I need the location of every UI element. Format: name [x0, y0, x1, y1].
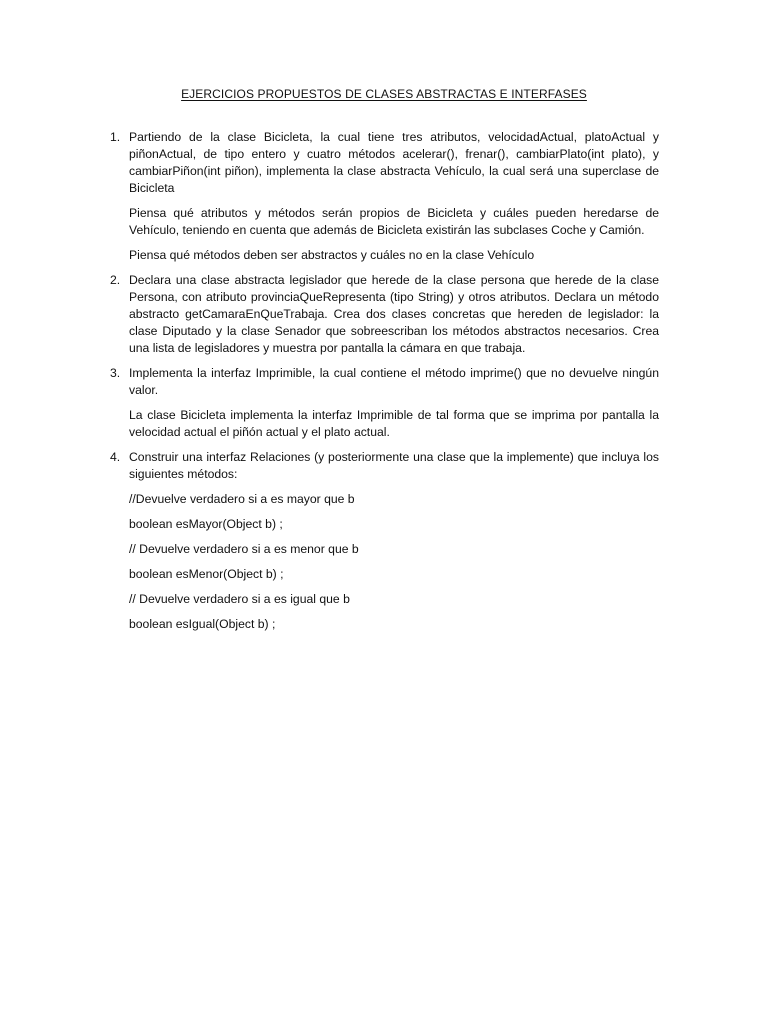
- exercise-paragraph: Construir una interfaz Relaciones (y posteriormente una clase que la implemente) que incluya los siguientes métodos:: [129, 450, 659, 481]
- code-method-line: boolean esIgual(Object b) ;: [129, 617, 276, 631]
- exercise-paragraph: Piensa qué atributos y métodos serán propios de Bicicleta y cuáles pueden heredarse de Vehículo, teniendo en cuenta que además de Bicicleta existirán las subclases Coche y Camión.: [129, 206, 659, 237]
- exercise-paragraph: Declara una clase abstracta legislador que herede de la clase persona que herede de la clase Persona, con atributo provinciaQueRepresenta (tipo String) y otros atributos. Declara un método abstracto getCamaraEnQueTrabaja. Crea dos clases concretas que hereden de legislador: la clase Diputado y la clase Senador que sobreescriban los métodos abstractos necesarios. Crea una lista de legisladores y muestra por pantalla la cámara en que trabaja.: [129, 273, 659, 355]
- exercise-number: 3.: [110, 366, 121, 380]
- document-title: EJERCICIOS PROPUESTOS DE CLASES ABSTRACTAS E INTERFASES: [181, 87, 587, 101]
- exercise-number: 4.: [110, 450, 121, 464]
- exercise-paragraph: Partiendo de la clase Bicicleta, la cual tiene tres atributos, velocidadActual, platoActual y piñonActual, de tipo entero y cuatro métodos acelerar(), frenar(), cambiarPlato(int plato), y cambiarPiñon(int piñon), implementa la clase abstracta Vehículo, la cual será una superclase de Bicicleta: [129, 130, 659, 195]
- code-comment-line: // Devuelve verdadero si a es menor que b: [129, 542, 359, 556]
- exercise-paragraph: La clase Bicicleta implementa la interfaz Imprimible de tal forma que se imprima por pantalla la velocidad actual el piñón actual y el plato actual.: [129, 408, 659, 439]
- code-method-line: boolean esMayor(Object b) ;: [129, 517, 283, 531]
- exercise-list: [110, 129, 659, 633]
- exercise-number: 2.: [110, 273, 121, 287]
- exercise-4: [110, 449, 659, 633]
- exercise-paragraph: Implementa la interfaz Imprimible, la cual contiene el método imprime() que no devuelve ningún valor.: [129, 366, 659, 397]
- exercise-number: 1.: [110, 130, 121, 144]
- exercise-3: [110, 365, 659, 441]
- code-method-line: boolean esMenor(Object b) ;: [129, 567, 284, 581]
- exercise-1: [110, 129, 659, 264]
- exercise-2: [110, 272, 659, 357]
- code-comment-line: //Devuelve verdadero si a es mayor que b: [129, 492, 355, 506]
- exercise-paragraph: Piensa qué métodos deben ser abstractos y cuáles no en la clase Vehículo: [129, 248, 535, 262]
- code-comment-line: // Devuelve verdadero si a es igual que b: [129, 592, 350, 606]
